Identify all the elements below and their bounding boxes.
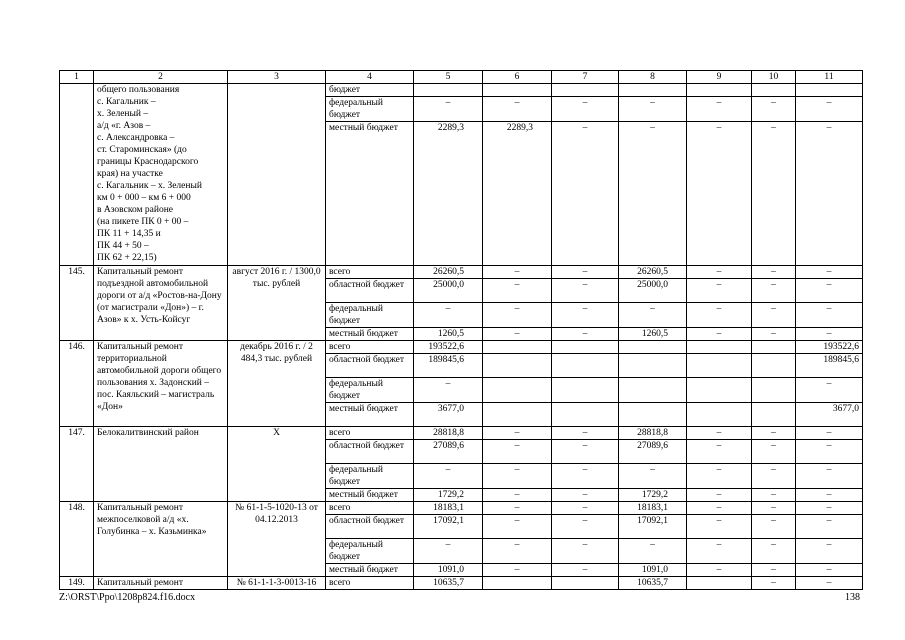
funding-source: федеральный бюджет	[326, 378, 414, 403]
amount-cell: 1260,5	[619, 328, 687, 341]
funding-source: местный бюджет	[326, 328, 414, 341]
table-row	[60, 266, 863, 279]
date-cost	[228, 84, 326, 266]
funding-source: областной бюджет	[326, 279, 414, 303]
col-header: 7	[552, 71, 619, 84]
table-row	[60, 502, 863, 515]
amount-cell: –	[552, 427, 619, 440]
date-cost: № 61-1-1-3-0013-16	[228, 577, 326, 590]
col-header: 3	[228, 71, 326, 84]
row-number: 147.	[60, 427, 94, 502]
funding-source: федеральный бюджет	[326, 303, 414, 328]
amount-cell: –	[687, 502, 752, 515]
funding-source: всего	[326, 427, 414, 440]
col-header: 5	[414, 71, 483, 84]
amount-cell: 3677,0	[414, 403, 483, 427]
amount-cell: 18183,1	[414, 502, 483, 515]
amount-cell	[552, 577, 619, 590]
amount-cell: –	[414, 303, 483, 328]
funding-source: областной бюджет	[326, 354, 414, 378]
amount-cell: –	[752, 539, 796, 564]
amount-cell: 28818,8	[414, 427, 483, 440]
amount-cell	[552, 378, 619, 403]
object-description: Капитальный ремонт	[94, 577, 228, 590]
col-header: 10	[752, 71, 796, 84]
col-header: 9	[687, 71, 752, 84]
amount-cell: –	[483, 489, 552, 502]
amount-cell: –	[796, 122, 863, 266]
col-header: 6	[483, 71, 552, 84]
row-number	[60, 84, 94, 266]
amount-cell: –	[552, 279, 619, 303]
amount-cell	[552, 341, 619, 354]
amount-cell: –	[752, 303, 796, 328]
date-cost: № 61-1-5-1020-13 от 04.12.2013	[228, 502, 326, 577]
table-row	[60, 341, 863, 354]
amount-cell	[483, 577, 552, 590]
amount-cell: –	[552, 303, 619, 328]
amount-cell: –	[483, 464, 552, 489]
amount-cell: –	[687, 266, 752, 279]
amount-cell: –	[796, 279, 863, 303]
amount-cell: –	[619, 97, 687, 122]
amount-cell: –	[483, 440, 552, 464]
amount-cell: –	[752, 97, 796, 122]
amount-cell	[483, 84, 552, 97]
amount-cell: –	[619, 539, 687, 564]
amount-cell: –	[483, 279, 552, 303]
amount-cell: –	[796, 266, 863, 279]
funding-source: бюджет	[326, 84, 414, 97]
amount-cell	[414, 84, 483, 97]
amount-cell: –	[483, 515, 552, 539]
amount-cell: –	[687, 328, 752, 341]
amount-cell	[687, 378, 752, 403]
amount-cell	[687, 403, 752, 427]
funding-source: федеральный бюджет	[326, 97, 414, 122]
object-description: общего пользования с. Кагальник – х. Зеленый – а/д «г. Азов – с. Александровка – ст. Староминская» (до границы Краснодарского края) на участке с. Кагальник – х. Зеленый км 0 + 000 – км 6 + 000 в Азовском районе (на пикете ПК 0 + 00 – ПК 11 + 14,35 и ПК 44 + 50 – ПК 62 + 22,15)	[94, 84, 228, 266]
amount-cell: –	[552, 564, 619, 577]
col-header: 2	[94, 71, 228, 84]
date-cost: декабрь 2016 г. / 2 484,3 тыс. рублей	[228, 341, 326, 427]
amount-cell: –	[752, 328, 796, 341]
amount-cell: –	[796, 489, 863, 502]
amount-cell	[552, 84, 619, 97]
column-number-row	[60, 71, 863, 84]
amount-cell: –	[552, 440, 619, 464]
amount-cell	[796, 84, 863, 97]
amount-cell: –	[796, 515, 863, 539]
amount-cell: –	[796, 440, 863, 464]
amount-cell: –	[687, 279, 752, 303]
amount-cell: –	[796, 328, 863, 341]
amount-cell: –	[483, 564, 552, 577]
amount-cell: –	[796, 564, 863, 577]
amount-cell: –	[687, 303, 752, 328]
amount-cell: –	[796, 577, 863, 590]
amount-cell: 18183,1	[619, 502, 687, 515]
amount-cell: –	[483, 328, 552, 341]
amount-cell	[687, 354, 752, 378]
funding-source: всего	[326, 577, 414, 590]
amount-cell: 25000,0	[414, 279, 483, 303]
amount-cell: 28818,8	[619, 427, 687, 440]
amount-cell: –	[796, 539, 863, 564]
amount-cell	[687, 577, 752, 590]
amount-cell: –	[687, 489, 752, 502]
amount-cell: 1091,0	[619, 564, 687, 577]
funding-source: всего	[326, 502, 414, 515]
amount-cell: 2289,3	[414, 122, 483, 266]
amount-cell: 26260,5	[619, 266, 687, 279]
amount-cell	[483, 354, 552, 378]
amount-cell: 193522,6	[414, 341, 483, 354]
amount-cell: –	[687, 427, 752, 440]
amount-cell: –	[483, 97, 552, 122]
object-description: Белокалитвинский район	[94, 427, 228, 502]
amount-cell: –	[414, 97, 483, 122]
amount-cell: –	[752, 122, 796, 266]
amount-cell: –	[414, 539, 483, 564]
row-number: 149.	[60, 577, 94, 590]
amount-cell: 27089,6	[619, 440, 687, 464]
amount-cell: –	[552, 328, 619, 341]
amount-cell: –	[619, 303, 687, 328]
amount-cell: –	[619, 464, 687, 489]
amount-cell	[687, 84, 752, 97]
amount-cell: 27089,6	[414, 440, 483, 464]
amount-cell: 17092,1	[619, 515, 687, 539]
amount-cell: –	[483, 427, 552, 440]
amount-cell: 1091,0	[414, 564, 483, 577]
amount-cell: –	[483, 266, 552, 279]
amount-cell	[552, 354, 619, 378]
funding-source: областной бюджет	[326, 440, 414, 464]
funding-source: местный бюджет	[326, 489, 414, 502]
amount-cell: –	[552, 464, 619, 489]
amount-cell: –	[796, 303, 863, 328]
amount-cell: –	[752, 464, 796, 489]
date-cost: Х	[228, 427, 326, 502]
amount-cell: –	[552, 539, 619, 564]
amount-cell: –	[552, 266, 619, 279]
amount-cell	[752, 84, 796, 97]
amount-cell: –	[796, 502, 863, 515]
footer-page-number: 138	[845, 592, 860, 603]
funding-source: всего	[326, 341, 414, 354]
budget-table	[59, 70, 863, 590]
amount-cell: –	[752, 266, 796, 279]
amount-cell: –	[552, 122, 619, 266]
amount-cell	[619, 341, 687, 354]
amount-cell: –	[796, 427, 863, 440]
amount-cell	[619, 84, 687, 97]
amount-cell: 17092,1	[414, 515, 483, 539]
amount-cell: –	[752, 515, 796, 539]
amount-cell: –	[796, 464, 863, 489]
col-header: 1	[60, 71, 94, 84]
amount-cell: 26260,5	[414, 266, 483, 279]
funding-source: всего	[326, 266, 414, 279]
amount-cell: –	[687, 564, 752, 577]
amount-cell	[483, 403, 552, 427]
funding-source: местный бюджет	[326, 122, 414, 266]
amount-cell: –	[687, 122, 752, 266]
amount-cell: 1260,5	[414, 328, 483, 341]
amount-cell	[752, 341, 796, 354]
amount-cell: 1729,2	[619, 489, 687, 502]
amount-cell: 193522,6	[796, 341, 863, 354]
amount-cell	[619, 403, 687, 427]
amount-cell	[619, 378, 687, 403]
amount-cell: –	[619, 122, 687, 266]
col-header: 4	[326, 71, 414, 84]
object-description: Капитальный ремонт межпоселковой а/д «х. Голубинка – х. Казьминка»	[94, 502, 228, 577]
amount-cell: –	[796, 97, 863, 122]
amount-cell: 10635,7	[619, 577, 687, 590]
amount-cell: –	[483, 303, 552, 328]
amount-cell	[552, 403, 619, 427]
amount-cell	[752, 354, 796, 378]
row-number: 148.	[60, 502, 94, 577]
amount-cell	[687, 341, 752, 354]
amount-cell: 25000,0	[619, 279, 687, 303]
amount-cell: 3677,0	[796, 403, 863, 427]
amount-cell: –	[752, 577, 796, 590]
funding-source: федеральный бюджет	[326, 464, 414, 489]
amount-cell	[752, 378, 796, 403]
amount-cell	[752, 403, 796, 427]
row-number: 146.	[60, 341, 94, 427]
object-description: Капитальный ремонт подъездной автомобильной дороги от а/д «Ростов-на-Дону (от магистрали «Дон») – г. Азов» к х. Усть-Койсуг	[94, 266, 228, 341]
amount-cell: 189845,6	[796, 354, 863, 378]
table-row	[60, 84, 863, 97]
amount-cell: –	[752, 440, 796, 464]
amount-cell: –	[752, 489, 796, 502]
amount-cell	[483, 378, 552, 403]
amount-cell: –	[687, 440, 752, 464]
amount-cell: –	[414, 378, 483, 403]
amount-cell: 10635,7	[414, 577, 483, 590]
amount-cell: 189845,6	[414, 354, 483, 378]
amount-cell: –	[552, 502, 619, 515]
amount-cell: –	[687, 539, 752, 564]
amount-cell: –	[752, 427, 796, 440]
amount-cell: –	[687, 97, 752, 122]
col-header: 11	[796, 71, 863, 84]
row-number: 145.	[60, 266, 94, 341]
amount-cell: –	[687, 464, 752, 489]
amount-cell	[483, 341, 552, 354]
table-row	[60, 577, 863, 590]
amount-cell: –	[752, 502, 796, 515]
amount-cell: –	[552, 489, 619, 502]
amount-cell: –	[752, 564, 796, 577]
amount-cell: –	[414, 464, 483, 489]
funding-source: федеральный бюджет	[326, 539, 414, 564]
amount-cell: –	[483, 539, 552, 564]
funding-source: местный бюджет	[326, 564, 414, 577]
amount-cell: –	[687, 515, 752, 539]
footer-file-path: Z:\ORST\Ppo\1208p824.f16.docx	[59, 592, 196, 603]
amount-cell: –	[552, 515, 619, 539]
funding-source: областной бюджет	[326, 515, 414, 539]
amount-cell: –	[483, 502, 552, 515]
amount-cell: –	[796, 378, 863, 403]
amount-cell: 1729,2	[414, 489, 483, 502]
object-description: Капитальный ремонт территориальной автомобильной дороги общего пользования х. Задонский – пос. Каяльский – магистраль «Дон»	[94, 341, 228, 427]
date-cost: август 2016 г. / 1300,0 тыс. рублей	[228, 266, 326, 341]
amount-cell: –	[752, 279, 796, 303]
table-row	[60, 427, 863, 440]
amount-cell: 2289,3	[483, 122, 552, 266]
col-header: 8	[619, 71, 687, 84]
funding-source: местный бюджет	[326, 403, 414, 427]
amount-cell	[619, 354, 687, 378]
amount-cell: –	[552, 97, 619, 122]
